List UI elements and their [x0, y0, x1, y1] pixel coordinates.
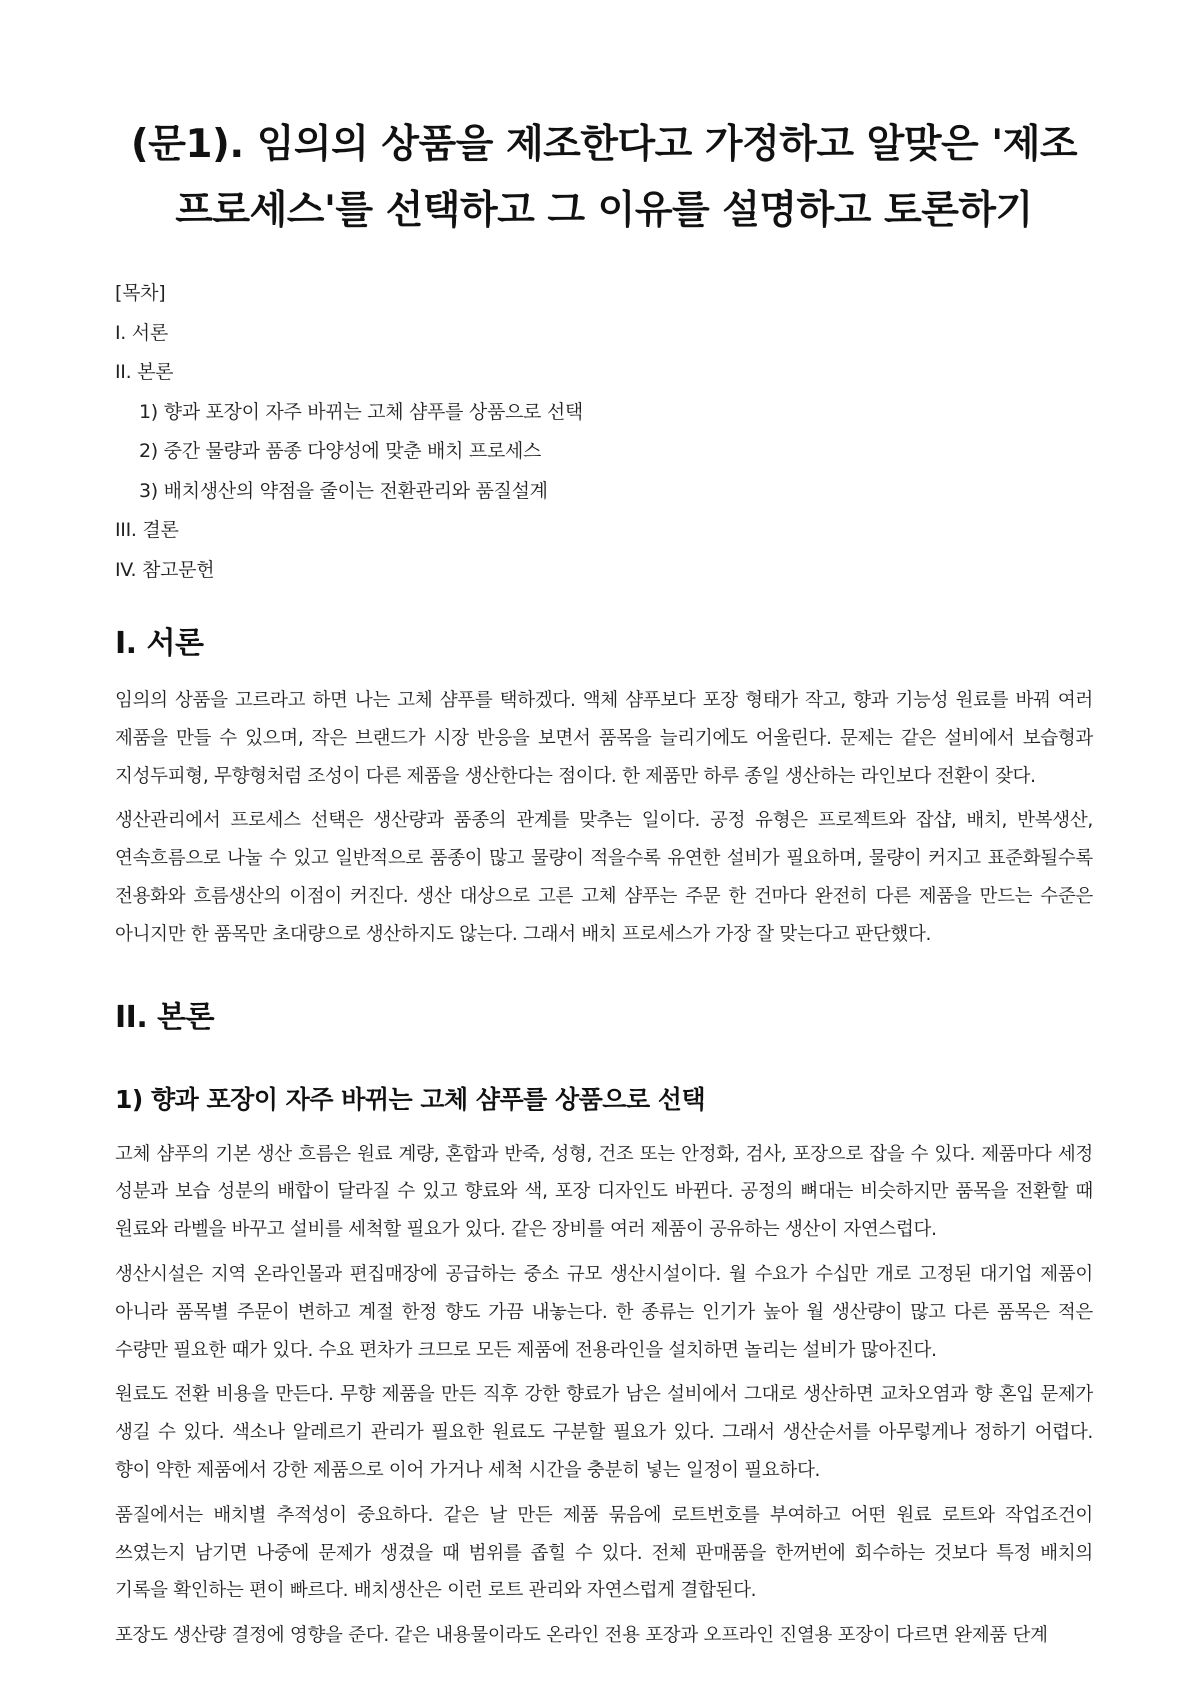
body-paragraph-2: 생산시설은 지역 온라인몰과 편집매장에 공급하는 중소 규모 생산시설이다. 월 수요가 수십만 개로 고정된 대기업 제품이 아니라 품목별 주문이 변하고 계절 한정 향도 가끔 내놓는다. 한 종류는 인기가 높아 월 생산량이 많고 다른 품목은 적은 수량만 필요한 때가 있다. 수요 편차가 크므로 모든 제품에 전용라인을 설치하면 놀리는 설비가 많아진다. — [115, 1263, 1093, 1361]
intro-paragraph-2: 생산관리에서 프로세스 선택은 생산량과 품종의 관계를 맞추는 일이다. 공정 유형은 프로젝트와 잡샵, 배치, 반복생산, 연속흐름으로 나눌 수 있고 일반적으로 품종이 많고 물량이 적을수록 유연한 설비가 필요하며, 물량이 커지고 표준화될수록 전용화와 흐름생산의 이점이 커진다. 생산 대상으로 고른 고체 샴푸는 주문 한 건마다 완전히 다른 제품을 만드는 수준은 아니지만 한 품목만 초대량으로 생산하지도 않는다. 그래서 배치 프로세스가 가장 잘 맞는다고 판단했다. — [115, 810, 1093, 945]
document-title: (문1). 임의의 상품을 제조한다고 가정하고 알맞은 '제조 프로세스'를 선택하고 그 이유를 설명하고 토론하기 — [130, 122, 1078, 233]
toc-item-body-2: 2) 중간 물량과 품종 다양성에 맞춘 배치 프로세스 — [139, 440, 542, 462]
section-heading-body: II. 본론 — [115, 999, 215, 1035]
toc-item-body: II. 본론 — [115, 361, 174, 383]
intro-paragraph-1: 임의의 상품을 고르라고 하면 나는 고체 샴푸를 택하겠다. 액체 샴푸보다 포장 형태가 작고, 향과 기능성 원료를 바꿔 여러 제품을 만들 수 있으며, 작은 브랜드가 시장 반응을 보면서 품목을 늘리기에도 어울린다. 문제는 같은 설비에서 보습형과 지성두피형, 무향형처럼 조성이 다른 제품을 생산한다는 점이다. 한 제품만 하루 종일 생산하는 라인보다 전환이 잦다. — [115, 690, 1093, 787]
toc-item-intro: I. 서론 — [115, 321, 168, 344]
body-paragraph-1: 고체 샴푸의 기본 생산 흐름은 원료 계량, 혼합과 반죽, 성형, 건조 또는 안정화, 검사, 포장으로 잡을 수 있다. 제품마다 세정 성분과 보습 성분의 배합이 달라질 수 있고 향료와 색, 포장 디자인도 바뀐다. 공정의 뼈대는 비슷하지만 품목을 전환할 때 원료와 라벨을 바꾸고 설비를 세척할 필요가 있다. 같은 장비를 여러 제품이 공유하는 생산이 자연스럽다. — [115, 1143, 1093, 1241]
body-paragraph-5: 포장도 생산량 결정에 영향을 준다. 같은 내용물이라도 온라인 전용 포장과 오프라인 진열용 포장이 다르면 완제품 단계 — [115, 1625, 1048, 1647]
body-paragraph-3: 원료도 전환 비용을 만든다. 무향 제품을 만든 직후 강한 향료가 남은 설비에서 그대로 생산하면 교차오염과 향 혼입 문제가 생길 수 있다. 색소나 알레르기 관리가 필요한 원료도 구분할 필요가 있다. 그래서 생산순서를 아무렇게나 정하기 어렵다. 향이 약한 제품에서 강한 제품으로 이어 가거나 세척 시간을 충분히 넣는 일정이 필요하다. — [115, 1384, 1093, 1481]
body-paragraph-4: 품질에서는 배치별 추적성이 중요하다. 같은 날 만든 제품 묶음에 로트번호를 부여하고 어떤 원료 로트와 작업조건이 쓰였는지 남기면 나중에 문제가 생겼을 때 범위를 좁힐 수 있다. 전체 판매품을 한꺼번에 회수하는 것보다 특정 배치의 기록을 확인하는 편이 빠르다. 배치생산은 이런 로트 관리와 자연스럽게 결합된다. — [115, 1504, 1093, 1602]
toc-item-references: IV. 참고문헌 — [115, 558, 215, 581]
toc-item-body-1: 1) 향과 포장이 자주 바뀌는 고체 샴푸를 상품으로 선택 — [139, 400, 583, 423]
table-of-contents — [115, 274, 1093, 590]
toc-item-conclusion: III. 결론 — [115, 519, 179, 541]
toc-heading: [목차] — [115, 282, 166, 304]
toc-item-body-3: 3) 배치생산의 약점을 줄이는 전환관리와 품질설계 — [139, 479, 548, 502]
section-heading-intro: I. 서론 — [115, 626, 204, 661]
subsection-heading-1: 1) 향과 포장이 자주 바뀌는 고체 샴푸를 상품으로 선택 — [115, 1084, 706, 1114]
